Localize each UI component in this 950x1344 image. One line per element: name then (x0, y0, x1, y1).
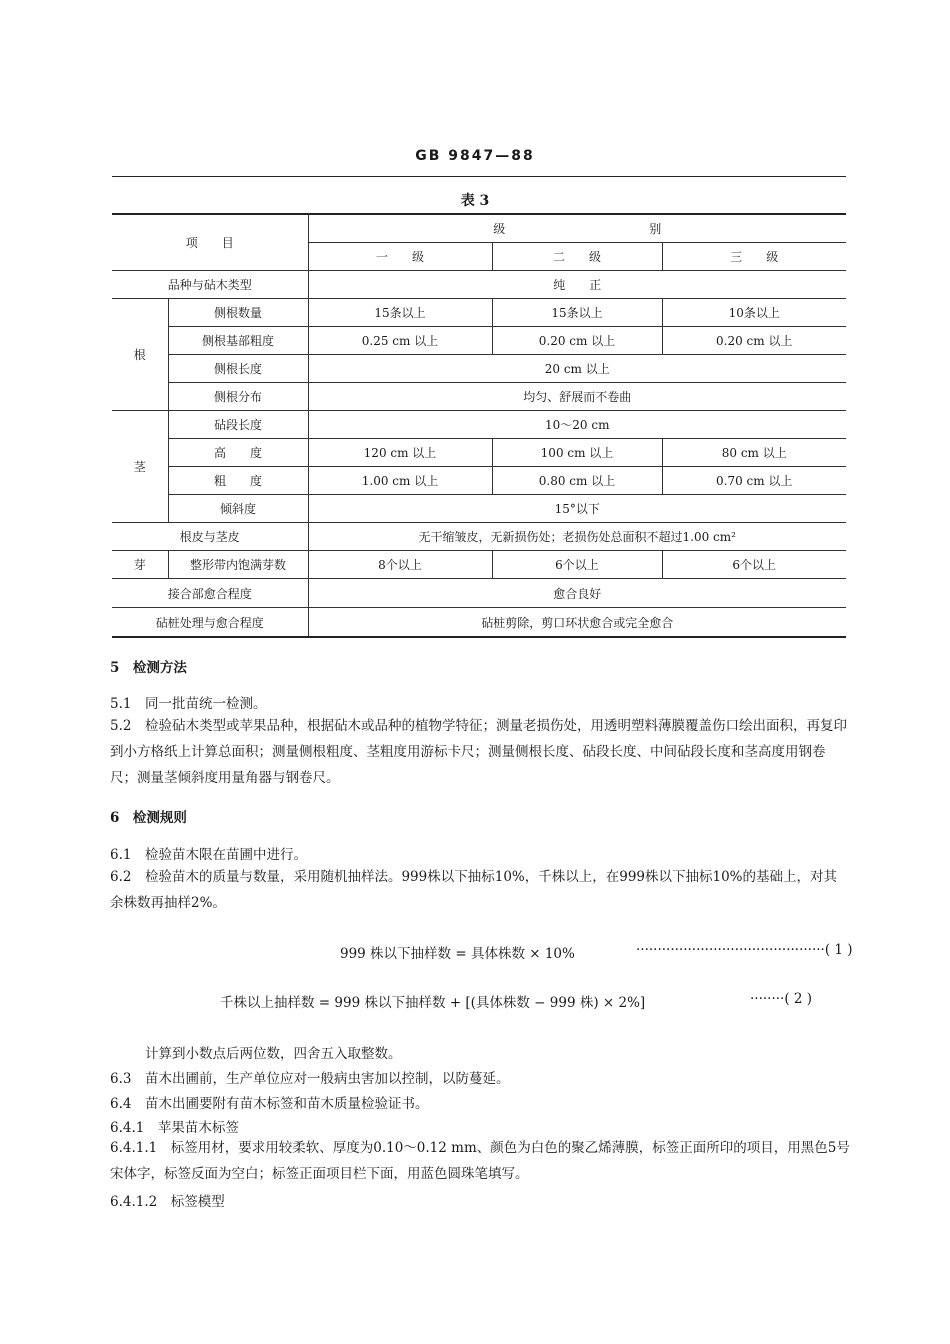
formula-1-number: ············································( 1 ) (636, 942, 853, 958)
para-5-2: 5.2 检验砧木类型或苹果品种，根据砧木或品种的植物学特征；测量老损伤处，用透明塑料薄膜覆盖伤口绘出面积，再复印到小方格纸上计算总面积；测量侧根粗度、茎粗度用游标卡尺；测量侧根长度、砧段长度、中间砧段长度和茎高度用钢卷尺；测量茎倾斜度用量角器与钢卷尺。 (110, 718, 847, 786)
para-6-4: 6.4 苗木出圃要附有苗木标签和苗木质量检验证书。 (110, 1096, 429, 1112)
row-label: 砧段长度 (168, 411, 308, 439)
cell: 15条以上 (492, 299, 662, 327)
cell: 6个以上 (492, 551, 662, 579)
para-5-1: 5.1 同一批苗统一检测。 (110, 696, 267, 712)
row-label: 侧根分布 (168, 383, 308, 411)
root-group: 根 (112, 299, 168, 411)
variety-label: 品种与砧木类型 (112, 271, 308, 299)
row-label: 粗 度 (168, 467, 308, 495)
table-caption: 表 3 (460, 193, 490, 209)
para-6-4-1: 6.4.1 苹果苗木标签 (110, 1120, 239, 1136)
cell: 8个以上 (308, 551, 492, 579)
para-6-1: 6.1 检验苗木限在苗圃中进行。 (110, 847, 307, 863)
graft-label: 接合部愈合程度 (112, 579, 308, 608)
cell: 0.25 cm 以上 (308, 327, 492, 355)
cell: 15条以上 (308, 299, 492, 327)
para-6-4-1-2: 6.4.1.2 标签模型 (110, 1194, 225, 1210)
header-item: 项 目 (112, 214, 308, 271)
formula-1: 999 株以下抽样数 = 具体株数 × 10% (340, 946, 575, 962)
formula-2: 千株以上抽样数 = 999 株以下抽样数 + [(具体株数 − 999 株) × 2%] (220, 995, 646, 1011)
row-label: 高 度 (168, 439, 308, 467)
grading-table (112, 213, 846, 638)
cell: 100 cm 以上 (492, 439, 662, 467)
row-label: 侧根数量 (168, 299, 308, 327)
cell: 均匀、舒展而不卷曲 (308, 383, 846, 411)
row-label: 侧根长度 (168, 355, 308, 383)
cell: 120 cm 以上 (308, 439, 492, 467)
bud-group: 芽 (112, 551, 168, 579)
para-6-3: 6.3 苗木出圃前，生产单位应对一般病虫害加以控制，以防蔓延。 (110, 1071, 510, 1087)
section-5-title: 5 检测方法 (110, 660, 187, 676)
document-header: GB 9847—88 (415, 148, 535, 164)
cell: 10～20 cm (308, 411, 846, 439)
cell: 0.20 cm 以上 (492, 327, 662, 355)
cell: 1.00 cm 以上 (308, 467, 492, 495)
grade-1: 一 级 (308, 243, 492, 271)
para-6-4-1-1: 6.4.1.1 标签用材，要求用较柔软、厚度为0.10～0.12 mm、颜色为白色的聚乙烯薄膜，标签正面所印的项目，用黑色5号宋体字，标签反面为空白；标签正面项目栏下面，用蓝色圆珠笔填写。 (110, 1140, 850, 1182)
cell: 0.80 cm 以上 (492, 467, 662, 495)
formula-2-number: ········( 2 ) (750, 991, 813, 1007)
grade-3: 三 级 (662, 243, 846, 271)
row-label: 倾斜度 (168, 495, 308, 523)
header-rule (112, 176, 846, 177)
para-6-2: 6.2 检验苗木的质量与数量，采用随机抽样法。999株以下抽标10%，千株以上，在999株以下抽标10%的基础上，对其余株数再抽样2%。 (110, 869, 838, 911)
stub-label: 砧桩处理与愈合程度 (112, 608, 308, 638)
row-label: 侧根基部粗度 (168, 327, 308, 355)
variety-value: 纯 正 (308, 271, 846, 299)
cell: 6个以上 (662, 551, 846, 579)
stem-group: 茎 (112, 411, 168, 523)
cell: 0.70 cm 以上 (662, 467, 846, 495)
graft-value: 愈合良好 (308, 579, 846, 608)
cell: 80 cm 以上 (662, 439, 846, 467)
cell: 20 cm 以上 (308, 355, 846, 383)
calc-note: 计算到小数点后两位数，四舍五入取整数。 (145, 1046, 402, 1062)
stub-value: 砧桩剪除，剪口环状愈合或完全愈合 (308, 608, 846, 638)
cell: 0.20 cm 以上 (662, 327, 846, 355)
cell: 15°以下 (308, 495, 846, 523)
row-label: 整形带内饱满芽数 (168, 551, 308, 579)
bark-value: 无干缩皱皮，无新损伤处；老损伤处总面积不超过1.00 cm² (308, 523, 846, 551)
cell: 10条以上 (662, 299, 846, 327)
grade-2: 二 级 (492, 243, 662, 271)
section-6-title: 6 检测规则 (110, 810, 187, 826)
bark-label: 根皮与茎皮 (112, 523, 308, 551)
header-grade: 级 别 (308, 214, 846, 243)
